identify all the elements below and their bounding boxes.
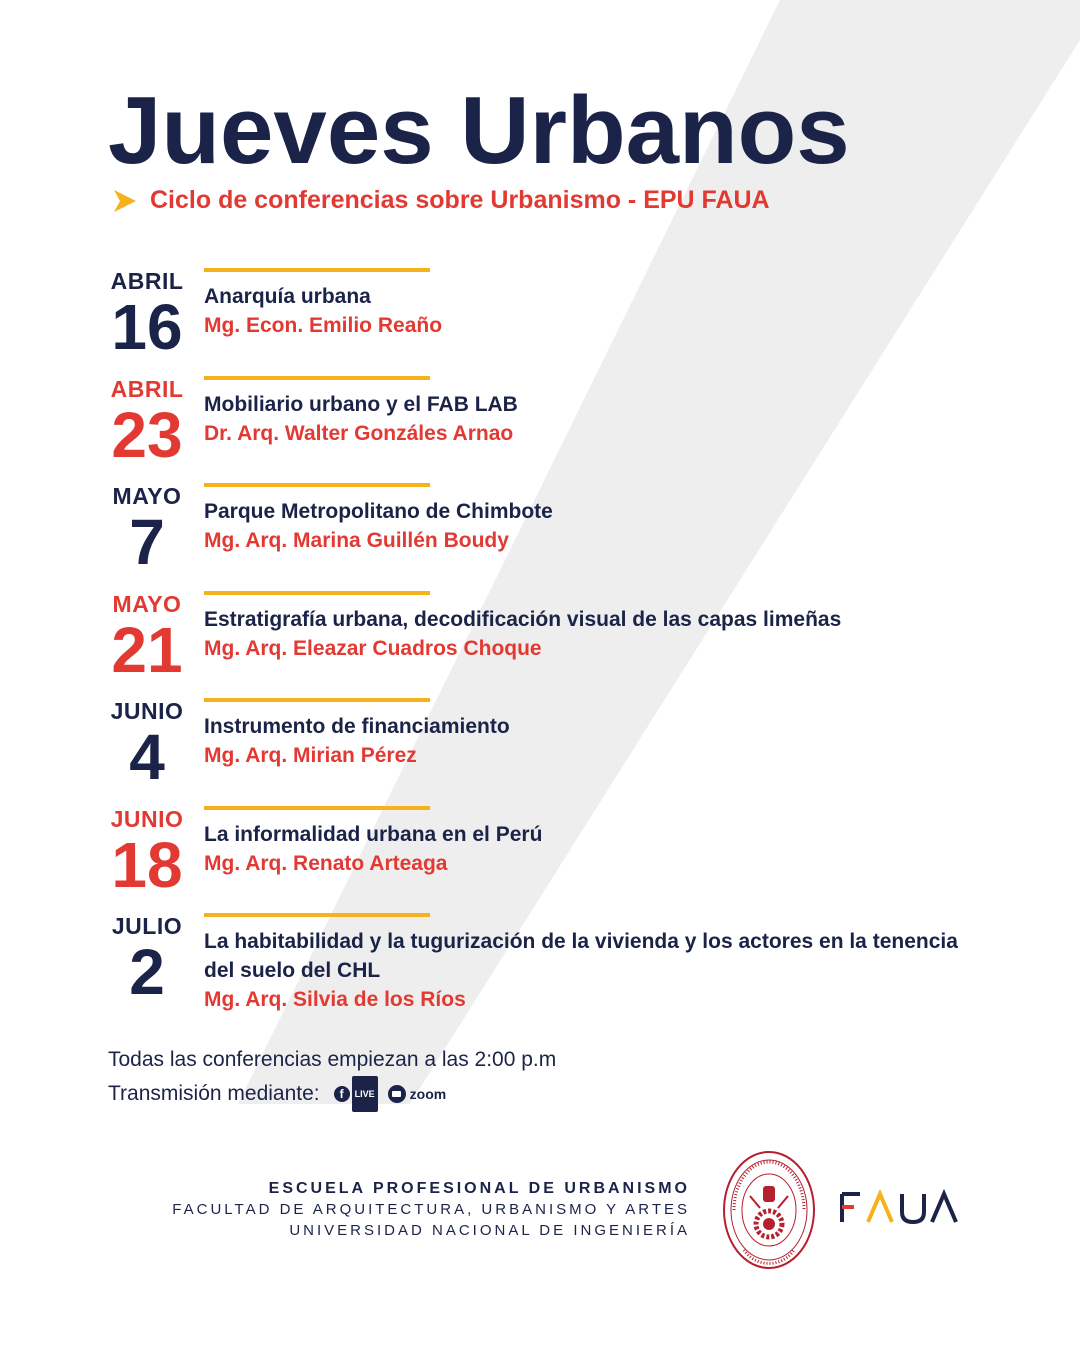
page-title: Jueves Urbanos bbox=[108, 77, 850, 184]
event-speaker: Mg. Arq. Renato Arteaga bbox=[204, 852, 448, 875]
accent-rule bbox=[204, 483, 430, 487]
event-speaker: Mg. Arq. Mirian Pérez bbox=[204, 744, 417, 767]
event-title: Anarquía urbana bbox=[204, 285, 371, 308]
facebook-live-icon bbox=[334, 1076, 378, 1112]
live-label: LIVE bbox=[352, 1076, 378, 1112]
event-item bbox=[104, 376, 984, 476]
event-date bbox=[104, 591, 190, 686]
event-topic bbox=[204, 390, 964, 448]
event-topic bbox=[204, 927, 964, 1014]
event-date bbox=[104, 376, 190, 471]
uni-seal-logo bbox=[722, 1150, 816, 1270]
event-topic bbox=[204, 605, 964, 663]
event-month: MAYO bbox=[112, 483, 182, 509]
event-month: ABRIL bbox=[110, 268, 184, 294]
event-item bbox=[104, 913, 984, 1033]
start-time-note: Todas las conferencias empiezan a las 2:00 p.m bbox=[108, 1048, 557, 1071]
event-item bbox=[104, 698, 984, 798]
event-title: Estratigrafía urbana, decodificación visual de las capas limeñas bbox=[204, 608, 842, 631]
event-item bbox=[104, 806, 984, 906]
faculty-name: FACULTAD DE ARQUITECTURA, URBANISMO Y ARTES bbox=[172, 1201, 690, 1218]
stream-row bbox=[108, 1076, 556, 1112]
event-speaker: Mg. Arq. Eleazar Cuadros Choque bbox=[204, 637, 542, 660]
event-day: 2 bbox=[129, 936, 165, 1008]
event-topic bbox=[204, 497, 964, 555]
accent-rule bbox=[204, 376, 430, 380]
schedule-info bbox=[108, 1044, 556, 1112]
event-date bbox=[104, 483, 190, 578]
event-day: 4 bbox=[129, 721, 165, 793]
event-topic bbox=[204, 282, 964, 340]
event-item bbox=[104, 591, 984, 691]
institution-block bbox=[172, 1178, 690, 1241]
event-speaker: Dr. Arq. Walter Gonzáles Arnao bbox=[204, 422, 514, 445]
stream-icons bbox=[334, 1076, 447, 1112]
event-day: 21 bbox=[111, 614, 183, 686]
event-speaker: Mg. Arq. Silvia de los Ríos bbox=[204, 988, 466, 1011]
chevron-right-icon bbox=[112, 188, 138, 214]
event-title: La habitabilidad y la tugurización de la vivienda y los actores en la tenencia del suelo del CHL bbox=[204, 930, 958, 982]
event-title: Instrumento de financiamiento bbox=[204, 715, 510, 738]
event-month: JUNIO bbox=[110, 806, 184, 832]
event-date bbox=[104, 268, 190, 363]
event-title: La informalidad urbana en el Perú bbox=[204, 823, 543, 846]
accent-rule bbox=[204, 591, 430, 595]
event-day: 18 bbox=[111, 829, 183, 901]
zoom-label: zoom bbox=[409, 1086, 447, 1102]
event-day: 23 bbox=[111, 399, 183, 471]
event-title: Parque Metropolitano de Chimbote bbox=[204, 500, 553, 523]
event-month: MAYO bbox=[112, 591, 182, 617]
event-day: 16 bbox=[111, 291, 183, 363]
stream-label: Transmisión mediante: bbox=[108, 1082, 320, 1105]
event-topic bbox=[204, 712, 964, 770]
subtitle: Ciclo de conferencias sobre Urbanismo - EPU FAUA bbox=[150, 186, 770, 214]
event-month: JUNIO bbox=[110, 698, 184, 724]
event-speaker: Mg. Econ. Emilio Reaño bbox=[204, 314, 443, 337]
accent-rule bbox=[204, 806, 430, 810]
event-item bbox=[104, 483, 984, 583]
event-month: ABRIL bbox=[110, 376, 184, 402]
faua-logo bbox=[838, 1188, 962, 1228]
event-item bbox=[104, 268, 984, 368]
university-name: UNIVERSIDAD NACIONAL DE INGENIERÍA bbox=[289, 1222, 690, 1239]
zoom-camera-icon bbox=[388, 1085, 406, 1103]
event-speaker: Mg. Arq. Marina Guillén Boudy bbox=[204, 529, 509, 552]
event-date bbox=[104, 806, 190, 901]
school-name: ESCUELA PROFESIONAL DE URBANISMO bbox=[268, 1180, 690, 1197]
event-day: 7 bbox=[129, 506, 165, 578]
facebook-icon: f bbox=[334, 1086, 350, 1102]
event-month: JULIO bbox=[111, 913, 183, 939]
subtitle-row bbox=[112, 186, 770, 215]
accent-rule bbox=[204, 268, 430, 272]
event-title: Mobiliario urbano y el FAB LAB bbox=[204, 393, 518, 416]
event-date bbox=[104, 913, 190, 1008]
accent-rule bbox=[204, 913, 430, 917]
accent-rule bbox=[204, 698, 430, 702]
event-topic bbox=[204, 820, 964, 878]
zoom-icon bbox=[388, 1078, 447, 1110]
event-date bbox=[104, 698, 190, 793]
